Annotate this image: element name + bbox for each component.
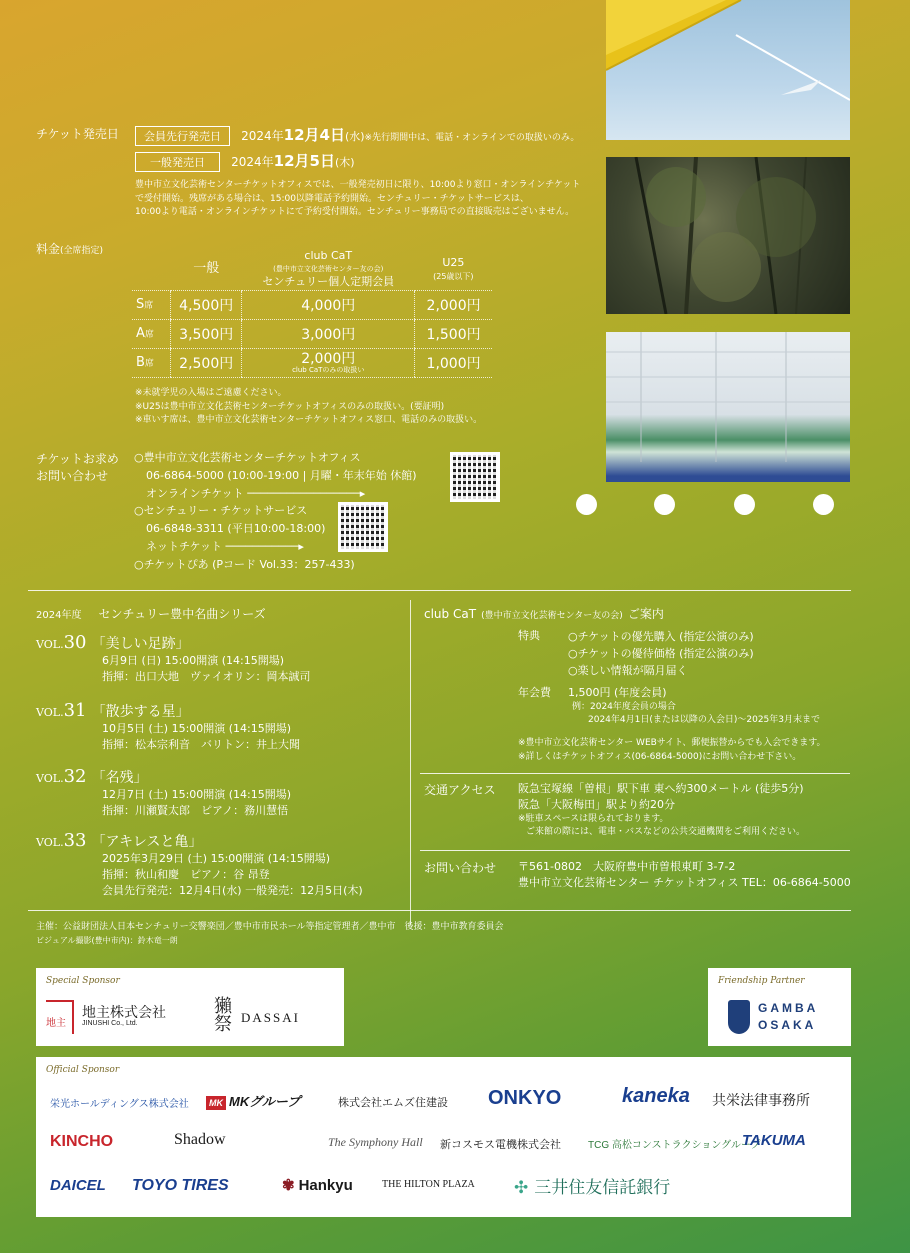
price-general: 4,500円 (171, 290, 242, 319)
gamba-shield-icon (728, 1000, 750, 1034)
access-note: ご来館の際には、電車・バスなどの公共交通機関をご利用ください。 (526, 827, 806, 838)
sponsor-logo: KINCHO (50, 1133, 114, 1150)
price-note: ※車いす席は、豊中市立文化芸術センターチケットオフィス窓口、電話のみの取扱い。 (135, 415, 483, 425)
sponsor-logo: ✣ 三井住友信託銀行 (514, 1178, 671, 1197)
concert-title: 「散歩する星」 (91, 704, 190, 720)
sponsor-logo: ✾ Hankyu (282, 1177, 353, 1194)
inquiry-details (518, 859, 851, 891)
carousel-dot[interactable] (654, 494, 675, 515)
club-heading-tail: ご案内 (627, 607, 664, 621)
price-u25: 1,500円 (415, 319, 492, 348)
qr-code-net[interactable] (338, 502, 388, 552)
inquiry-phone: 豊中市立文化芸術センター チケットオフィス TEL：06-6864-5000 (518, 875, 851, 889)
sponsor-logo: TOYO TIRES (132, 1177, 229, 1194)
seat-label: B席 (132, 348, 171, 377)
divider (28, 590, 851, 591)
price-heading (36, 238, 103, 259)
concert-item (36, 700, 300, 753)
concert-cast: 指揮：川瀬賢太郎 ピアノ：務川慧悟 (102, 803, 289, 817)
sale-notice-line: 10:00より電話・オンラインチケットにて予約受付開始。センチュリー事務局での直接販売はございません。 (135, 207, 575, 217)
carousel-dot[interactable] (576, 494, 597, 515)
sponsor-logo: DAICEL (50, 1177, 106, 1194)
mitsui-mark-icon: ✣ (514, 1178, 529, 1197)
price-note: ※未就学児の入場はご遠慮ください。 (135, 388, 287, 398)
century-service-name: ○センチュリー・チケットサービス (134, 504, 308, 518)
sponsor-logo: 株式会社エムズ住建設 (338, 1097, 448, 1109)
series-heading (36, 603, 266, 624)
general-sale-weekday: (木) (334, 156, 355, 169)
inquiry-address: 〒561-0802 大阪府豊中市曽根東町 3-7-2 (518, 860, 736, 873)
price-row (132, 319, 492, 348)
inquiry-label: お問い合わせ (424, 861, 497, 875)
ticket-sale-heading: チケット発売日 (36, 127, 119, 141)
concert-date: 2025年3月29日 (土) 15:00開演 (14:15開場) (102, 852, 331, 865)
club-fee-note: 2024年4月1日(または以降の入会日)～2025年3月末まで (588, 715, 821, 726)
seat-label: A席 (132, 319, 171, 348)
jinushi-logo-en: JINUSHI Co., Ltd. (82, 1020, 138, 1027)
sponsor-logo: The Symphony Hall (328, 1135, 423, 1149)
sponsor-logo: 新コスモス電機株式会社 (440, 1139, 561, 1151)
concert-cast: 指揮：出口大地 ヴァイオリン：岡本誠司 (102, 669, 311, 683)
price-table-header (132, 248, 492, 290)
ticket-pia: ○チケットぴあ (Pコード Vol.33：257-433) (134, 557, 355, 571)
divider (420, 773, 850, 774)
sponsor-logo: kaneka (622, 1085, 690, 1107)
price-notes (135, 387, 595, 428)
club-heading-sub: (豊中市立文化芸術センター友の会) (481, 611, 623, 621)
sponsor-logo: TCG 高松コンストラクショングループ (588, 1140, 761, 1151)
arrow-right-icon: ───────────▸ (225, 540, 304, 554)
sponsor-logo: ONKYO (488, 1087, 562, 1109)
col-general: 一般 (171, 248, 242, 290)
access-line: 阪急「大阪梅田」駅より約20分 (518, 797, 675, 811)
concert-title: 「美しい足跡」 (91, 636, 190, 652)
price-note: ※U25は豊中市立文化芸術センターチケットオフィスのみの取扱い。(要証明) (135, 401, 445, 412)
member-sale-weekday: (水) (344, 130, 365, 143)
price-heading-text: 料金 (36, 242, 61, 256)
credits (36, 921, 504, 947)
general-sale-year: 2024年 (231, 155, 274, 169)
sponsor-logo: THE HILTON PLAZA (382, 1179, 475, 1190)
vol-label: VOL.32 (36, 766, 87, 787)
club-benefits (568, 628, 754, 679)
official-sponsor-panel (36, 1057, 851, 1217)
credits-organizer: 主催：公益財団法人日本センチュリー交響楽団／豊中市市民ホール等指定管理者／豊中市 後援：豊中市教育委員会 (36, 922, 504, 932)
contact-heading (36, 451, 119, 486)
concert-cast: 指揮：秋山和慶 ピアノ：谷 昂登 (102, 867, 270, 881)
concert-item (36, 766, 291, 819)
price-club-value: 2,000円 (301, 350, 356, 367)
vol-label: VOL.33 (36, 830, 87, 851)
price-row (132, 290, 492, 319)
general-sale-date: 12月5日 (273, 152, 335, 170)
club-benefit: ○チケットの優待価格 (指定公演のみ) (568, 647, 754, 661)
club-fee-note: 例：2024年度会員の場合 (572, 701, 676, 712)
price-u25: 2,000円 (415, 290, 492, 319)
gamba-logo: GAMBA (758, 1001, 819, 1015)
official-sponsor-label: Official Sponsor (46, 1065, 120, 1075)
sponsor-logo: MK MKグループ (206, 1091, 300, 1110)
qr-code-online[interactable] (450, 452, 500, 502)
divider (28, 910, 851, 911)
ticket-office-name: ○豊中市立文化芸術センターチケットオフィス (134, 451, 361, 464)
vol-label: VOL.30 (36, 632, 87, 653)
concert-title: 「名残」 (91, 770, 148, 786)
col-club (242, 248, 415, 290)
price-club (242, 348, 415, 377)
series-title: センチュリー豊中名曲シリーズ (98, 607, 266, 621)
hankyu-mark-icon: ✾ (282, 1177, 295, 1194)
credits-photo: ビジュアル撮影(豊中市内)：鈴木竜一朗 (36, 935, 178, 945)
col-u25-sub: (25歳以下) (433, 272, 474, 282)
club-benefit: ○チケットの優先購入 (指定公演のみ) (568, 630, 754, 643)
access-line: 阪急宝塚線「曽根」駅下車 東へ約300メートル (徒歩5分) (518, 782, 804, 795)
sponsor-logo: Shadow (174, 1131, 226, 1148)
sale-notice-line: で受付開始。残席がある場合は、15:00以降電話予約開始。センチュリー・チケットサービスは、 (135, 193, 529, 204)
net-ticket-link[interactable]: ネットチケット ───────────▸ (146, 540, 304, 554)
club-fee-label: 年会費 (518, 686, 551, 699)
price-general: 3,500円 (171, 319, 242, 348)
concert-title: 「アキレスと亀」 (91, 834, 203, 850)
divider-vertical (410, 600, 411, 925)
access-details (518, 781, 805, 840)
member-sale-row (135, 124, 579, 146)
member-sale-year: 2024年 (241, 129, 284, 143)
club-benefit-label: 特典 (518, 629, 540, 642)
vol-label: VOL.31 (36, 700, 87, 721)
price-row (132, 348, 492, 377)
member-sale-date: 12月4日 (283, 126, 345, 144)
friendship-label: Friendship Partner (718, 976, 805, 986)
member-sale-note: ※先行期間中は、電話・オンラインでの取扱いのみ。 (364, 133, 580, 143)
dassai-logo-mark: 獺祭 (211, 996, 232, 1032)
dassai-logo: DASSAI (241, 1010, 300, 1025)
col-club-sub: (豊中市立文化芸術センター友の会) (273, 264, 384, 273)
price-table (132, 248, 492, 378)
concert-item (36, 830, 363, 899)
concert-cast: 指揮：松本宗利音 バリトン：井上大聞 (102, 737, 300, 751)
club-note: ※豊中市立文化芸術センター WEBサイト、郵便振替からでも入会できます。 (518, 738, 826, 748)
special-sponsor-panel (36, 968, 344, 1046)
club-benefit: ○楽しい情報が隔月届く (568, 664, 688, 678)
access-label: 交通アクセス (424, 783, 496, 797)
concert-item (36, 632, 311, 685)
online-ticket-link[interactable]: オンラインチケット ─────────────────▸ (146, 486, 366, 500)
arrow-right-icon: ─────────────────▸ (247, 486, 366, 500)
photo-forest (606, 157, 850, 314)
special-sponsor-label: Special Sponsor (46, 976, 120, 986)
seat-label: S席 (132, 290, 171, 319)
jinushi-logo: 地主株式会社 (82, 1004, 166, 1020)
club-fee-value: 1,500円 (年度会員) (568, 686, 667, 699)
sponsor-logo: TAKUMA (742, 1132, 806, 1149)
price-club-note: club CaTのみの取扱い (292, 365, 365, 374)
divider (420, 850, 850, 851)
concert-date: 10月5日 (土) 15:00開演 (14:15開場) (102, 722, 292, 735)
sponsor-logo: 栄光ホールディングス株式会社 (50, 1099, 189, 1110)
price-u25: 1,000円 (415, 348, 492, 377)
osaka-logo: OSAKA (758, 1018, 817, 1032)
friendship-partner-panel (708, 968, 851, 1046)
sale-notice (135, 179, 595, 220)
price-club: 4,000円 (242, 290, 415, 319)
access-note: ※駐車スペースは限られております。 (518, 813, 669, 824)
col-u25 (415, 248, 492, 290)
sale-notice-line: 豊中市立文化芸術センターチケットオフィスでは、一般発売初日に限り、10:00より窓口・オンラインチケット (135, 180, 581, 190)
concert-date: 12月7日 (土) 15:00開演 (14:15開場) (102, 788, 292, 801)
price-heading-note: (全席指定) (60, 246, 104, 256)
jinushi-logo-mark: 地主 (46, 1000, 74, 1034)
price-general: 2,500円 (171, 348, 242, 377)
price-club: 3,000円 (242, 319, 415, 348)
club-notes (518, 737, 826, 764)
ticket-office-phone: 06-6864-5000 (10:00-19:00 | 月曜・年末年始 休館) (146, 468, 417, 482)
photo-sky-sail (606, 0, 850, 140)
century-service-phone: 06-6848-3311 (平日10:00-18:00) (146, 522, 326, 536)
col-club-member: センチュリー個人定期会員 (262, 274, 395, 288)
club-heading (424, 603, 664, 624)
contact-heading-line: お問い合わせ (36, 469, 109, 484)
general-sale-label: 一般発売日 (135, 152, 220, 172)
concert-sale-info: 会員先行発売：12月4日(水) 一般発売：12月5日(木) (102, 883, 363, 897)
carousel-dot[interactable] (813, 494, 834, 515)
series-year: 2024年度 (36, 610, 82, 621)
club-fee (568, 685, 820, 728)
sponsor-logo: 共栄法律事務所 (712, 1092, 810, 1108)
photo-building-wall (606, 332, 850, 482)
member-sale-label: 会員先行発売日 (135, 126, 230, 146)
concert-date: 6月9日 (日) 15:00開演 (14:15開場) (102, 654, 285, 667)
general-sale-row (135, 150, 355, 172)
club-note: ※詳しくはチケットオフィス(06-6864-5000)にお問い合わせ下さい。 (518, 751, 802, 762)
contact-heading-line: チケットお求め (36, 452, 119, 466)
col-club-title: club CaT (304, 249, 353, 262)
carousel-dot[interactable] (734, 494, 755, 515)
col-u25-title: U25 (442, 256, 465, 270)
club-heading-title: club CaT (424, 607, 477, 621)
